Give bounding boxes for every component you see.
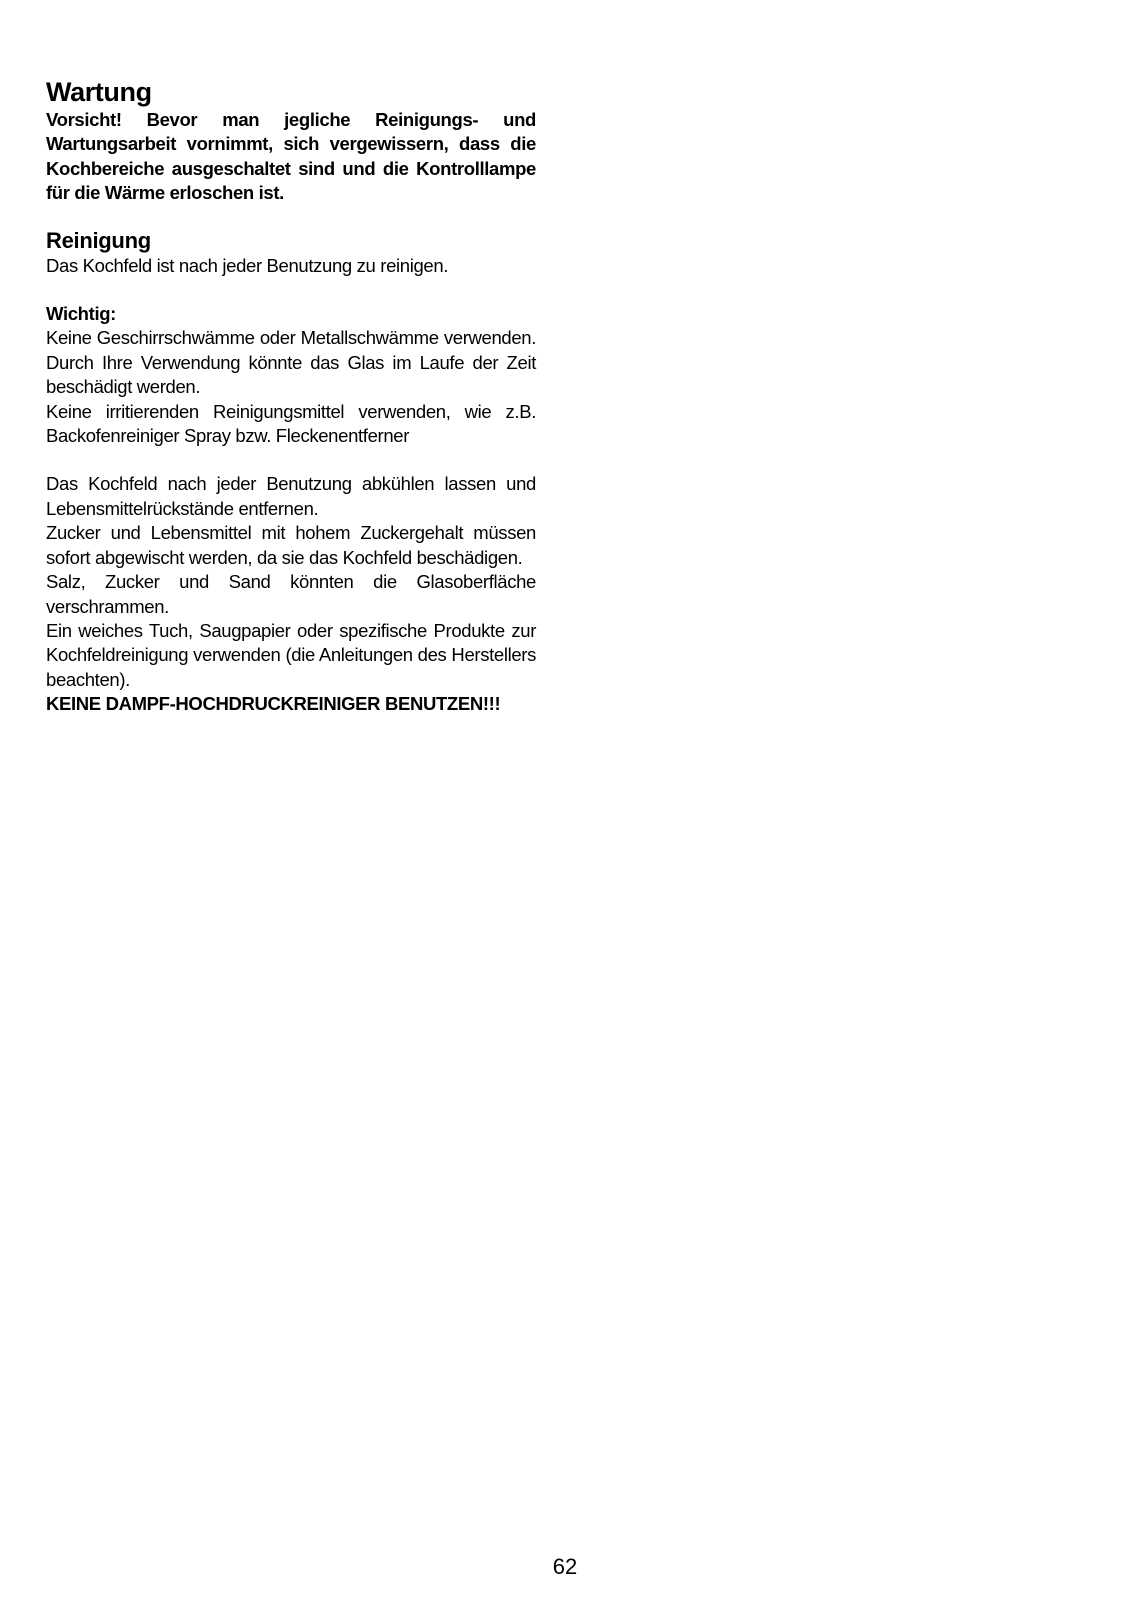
maintenance-warning: Vorsicht! Bevor man jegliche Reinigungs- und Wartungsarbeit vornimmt, sich vergewissern, dass die Kochbereiche ausgeschaltet sind und die Kontrolllampe für die Wärme erloschen ist. — [46, 109, 536, 204]
section-title: Wartung — [46, 77, 152, 107]
content-column — [46, 76, 536, 717]
final-warning: KEINE DAMPF-HOCHDRUCKREINIGER BENUTZEN!!! — [46, 693, 501, 715]
subsection-title: Reinigung — [46, 227, 151, 253]
cleaning-paragraph: Zucker und Lebensmittel mit hohem Zuckergehalt müssen sofort abgewischt werden, da sie das Kochfeld beschädigen. — [46, 522, 536, 568]
page-number: 62 — [552, 1554, 578, 1579]
cleaning-paragraph: Salz, Zucker und Sand könnten die Glasoberfläche verschrammen. — [46, 571, 536, 617]
cleaning-paragraph: Das Kochfeld nach jeder Benutzung abkühlen lassen und Lebensmittelrückstände entfernen. — [46, 473, 536, 519]
important-paragraph: Keine Geschirrschwämme oder Metallschwämme verwenden. Durch Ihre Verwendung könnte das Glas im Laufe der Zeit beschädigt werden. — [46, 327, 536, 398]
important-label: Wichtig: — [46, 303, 116, 325]
cleaning-paragraph: Ein weiches Tuch, Saugpapier oder spezifische Produkte zur Kochfeldreinigung verwenden (die Anleitungen des Herstellers beachten). — [46, 619, 536, 690]
cleaning-intro: Das Kochfeld ist nach jeder Benutzung zu reinigen. — [46, 254, 449, 276]
important-paragraph: Keine irritierenden Reinigungsmittel verwenden, wie z.B. Backofenreiniger Spray bzw. Fleckenentferner — [46, 400, 536, 447]
